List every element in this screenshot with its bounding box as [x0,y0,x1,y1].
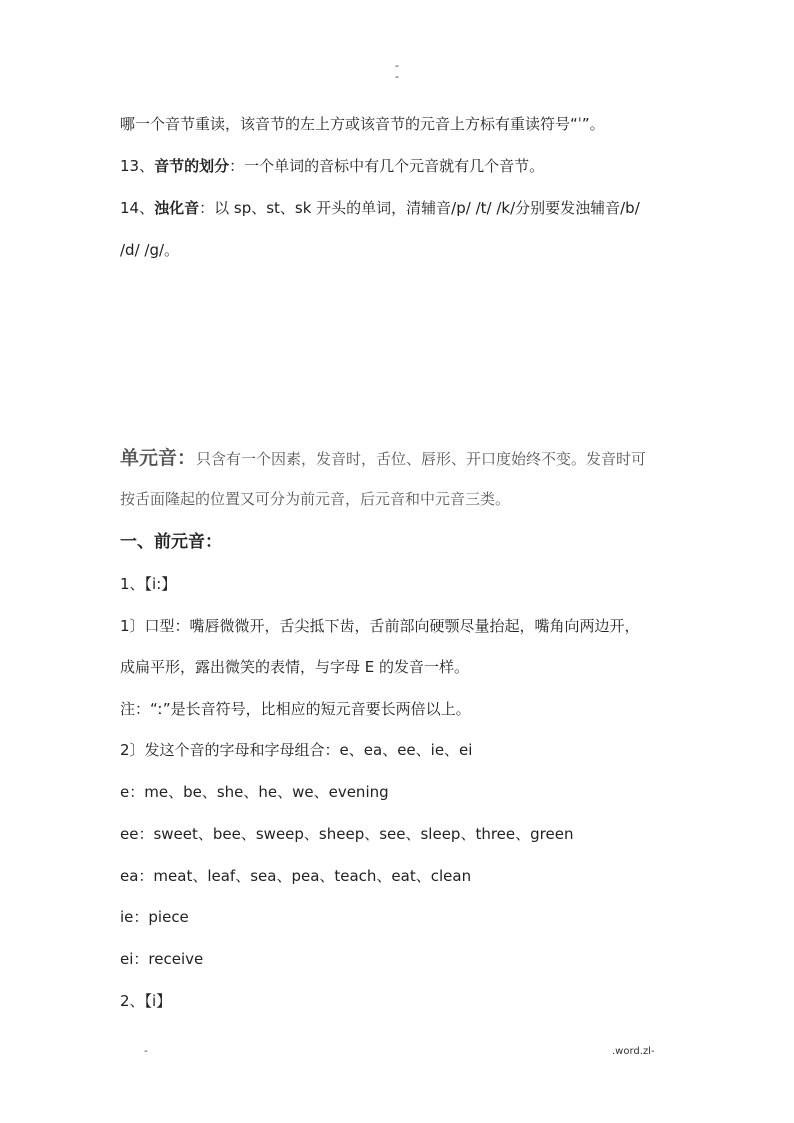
item-13-text: ：一个单词的音标中有几个元音就有几个音节。 [229,157,545,175]
sound-1-heading: 1、【i:】 [120,575,177,593]
example-ea: ea：meat、leaf、sea、pea、teach、eat、clean [120,867,472,885]
monophthong-colon: ： [177,447,197,469]
item-13-number: 13、 [120,157,155,175]
footer-left: - [144,1046,148,1057]
item-13-term: 音节的划分 [154,157,230,175]
monophthong-text: 只含有一个因素，发音时，舌位、唇形、开口度始终不变。发音时可 [196,450,647,468]
long-vowel-note: 注：“ː”是长音符号，比相应的短元音要长两倍以上。 [120,700,471,718]
example-ei: ei：receive [120,950,204,968]
monophthong-continued: 按舌面隆起的位置又可分为前元音，后元音和中元音三类。 [120,490,511,508]
item-14-continued: /d/ /g/。 [120,241,180,259]
monophthong-term: 单元音 [120,447,178,469]
example-ee: ee：sweet、bee、sweep、sheep、see、sleep、three、green [120,825,574,843]
example-ie: ie：piece [120,908,189,926]
mouth-shape-text: 1〕口型：嘴唇微微开，舌尖抵下齿，舌前部向硬颚尽量抬起，嘴角向两边开， [120,617,640,635]
item-14-text: ：以 sp、st、sk 开头的单词，清辅音/p/ /t/ /k/分别要发浊辅音/b/ [199,199,640,217]
item-14-term: 浊化音 [154,199,200,217]
example-e: e：me、be、she、he、we、evening [120,783,389,801]
footer-right: .word.zl- [612,1046,655,1057]
section-front-vowels-title: 一、前元音： [120,532,222,552]
sound-2-heading: 2、【i】 [120,992,172,1010]
header-mark-top: - [395,59,399,72]
monophthong-paragraph [120,438,646,479]
item-14 [120,188,640,228]
stress-mark-line: 哪一个音节重读，该音节的左上方或该音节的元音上方标有重读符号“ˈ”。 [120,115,605,133]
item-14-number: 14、 [120,199,155,217]
letters-heading: 2〕发这个音的字母和字母组合：e、ea、ee、ie、ei [120,741,473,759]
mouth-shape-continued: 成扁平形，露出微笑的表情，与字母 E 的发音一样。 [120,658,470,676]
item-13 [120,146,544,186]
header-mark-bottom: - [395,70,399,83]
